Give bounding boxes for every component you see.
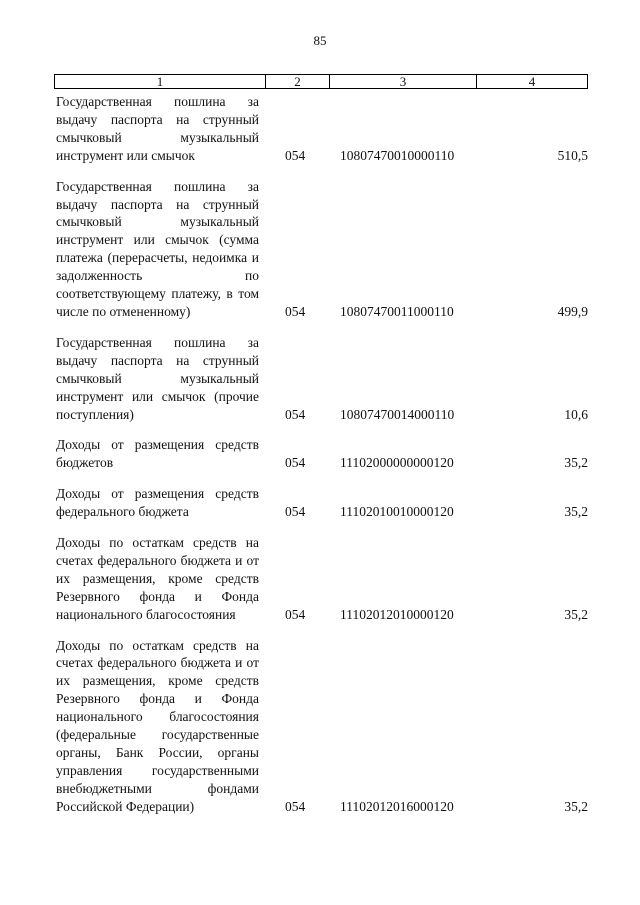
table-row [56, 637, 590, 816]
row-kbk: 11102010010000120 [340, 504, 454, 520]
table-row [56, 93, 590, 165]
row-code: 054 [285, 303, 306, 319]
header-col-1: 1 [55, 75, 266, 88]
row-kbk: 11102000000000120 [340, 455, 454, 471]
header-col-2: 2 [266, 75, 330, 88]
row-amount: 35,2 [564, 798, 588, 814]
row-code: 054 [285, 406, 306, 422]
row-name: Доходы по остаткам средств на счетах федерального бюджета и от их размещения, кроме средств Резервного фонда и Фонда национального благосостояния [56, 535, 259, 622]
table-row [56, 485, 590, 521]
row-kbk: 10807470014000110 [340, 406, 455, 422]
row-amount: 499,9 [557, 303, 588, 319]
row-code: 054 [285, 455, 306, 471]
page-number: 85 [313, 33, 327, 48]
table-header [54, 74, 588, 89]
row-name: Государственная пошлина за выдачу паспорта на струнный смычковый музыкальный инструмент или смычок [56, 94, 259, 163]
row-kbk: 11102012016000120 [340, 798, 454, 814]
row-name: Доходы по остаткам средств на счетах федерального бюджета и от их размещения, кроме средств Резервного фонда и Фонда национального благосостояния (федеральные государственные органы, Банк России, органы управления государственными внебюджетными фондами Российской Федерации) [56, 637, 259, 814]
row-kbk: 10807470010000110 [340, 147, 455, 163]
row-code: 054 [285, 147, 306, 163]
table-row [56, 334, 590, 424]
table-row [56, 534, 590, 624]
header-col-3: 3 [330, 75, 477, 88]
row-amount: 510,5 [557, 147, 588, 163]
row-amount: 35,2 [564, 455, 588, 471]
row-name: Государственная пошлина за выдачу паспорта на струнный смычковый музыкальный инструмент или смычок (сумма платежа (перерасчеты, недоимка и задолженность по соответствующему платежу, в том числе по отмененному) [56, 178, 259, 319]
table-row [56, 178, 590, 321]
row-code: 054 [285, 606, 306, 622]
row-amount: 35,2 [564, 606, 588, 622]
row-amount: 10,6 [564, 406, 588, 422]
row-code: 054 [285, 798, 306, 814]
table-row [56, 436, 590, 472]
row-name: Доходы от размещения средств бюджетов [56, 437, 259, 471]
row-name: Государственная пошлина за выдачу паспорта на струнный смычковый музыкальный инструмент или смычок (прочие поступления) [56, 334, 259, 422]
header-col-4: 4 [528, 74, 536, 89]
row-kbk: 10807470011000110 [340, 303, 454, 319]
row-name: Доходы от размещения средств федерального бюджета [56, 486, 259, 520]
table-body [56, 93, 590, 829]
row-amount: 35,2 [564, 504, 588, 520]
row-code: 054 [285, 504, 306, 520]
row-kbk: 11102012010000120 [340, 606, 454, 622]
